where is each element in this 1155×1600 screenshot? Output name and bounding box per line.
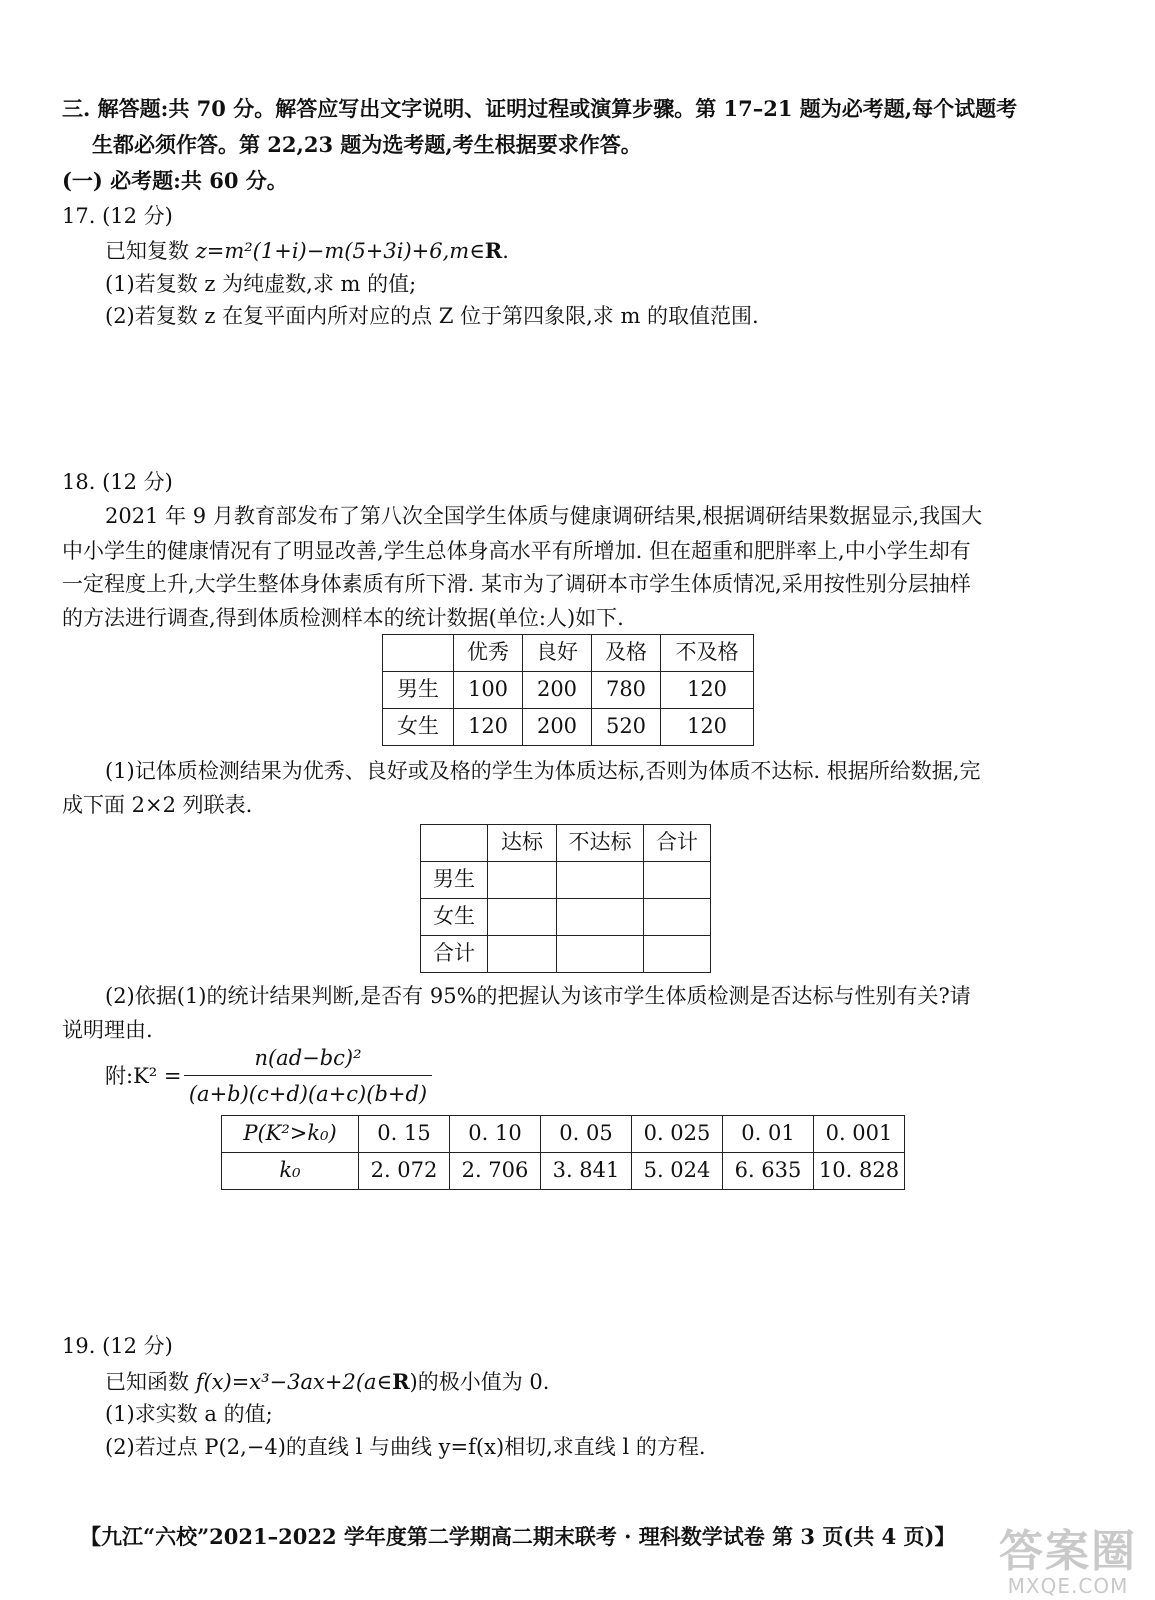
q17-part2: (2)若复数 z 在复平面内所对应的点 Z 位于第四象限,求 m 的取值范围. [105, 304, 759, 328]
table3-cell: 2. 706 [450, 1153, 541, 1190]
q18-number: 18. (12 分) [62, 470, 173, 494]
table2-header: 不达标 [557, 825, 644, 862]
q17-stem-real-set: R [484, 238, 503, 263]
table3-cell: 0. 001 [814, 1116, 905, 1153]
table-row [222, 1116, 905, 1153]
table2-cell [644, 899, 711, 936]
table1-header: 不及格 [661, 635, 754, 672]
formula-numerator: n(ad−bc)² [254, 1046, 362, 1070]
table1-cell: 120 [661, 709, 754, 746]
q18-para-line2: 中小学生的健康情况有了明显改善,学生总体身高水平有所增加. 但在超重和肥胖率上,中小学生却有 [62, 539, 971, 563]
critical-value-table [221, 1115, 905, 1190]
table2-cell [488, 936, 557, 973]
q17-stem-formula: z=m²(1+i)−m(5+3i)+6,m∈ [195, 239, 485, 263]
table2-cell [557, 936, 644, 973]
table1-cell: 120 [661, 672, 754, 709]
q19-part1: (1)求实数 a 的值; [105, 1402, 273, 1426]
q19-part2: (2)若过点 P(2,−4)的直线 l 与曲线 y=f(x)相切,求直线 l 的方程. [105, 1435, 706, 1459]
q17-stem-prefix: 已知复数 [105, 239, 196, 263]
table1-header: 良好 [523, 635, 592, 672]
watermark-text: 答案圈 [999, 1525, 1137, 1577]
table3-cell: 5. 024 [632, 1153, 723, 1190]
table2-row-label: 合计 [421, 936, 488, 973]
q18-part2-line2: 说明理由. [62, 1018, 153, 1042]
q18-para-line1: 2021 年 9 月教育部发布了第八次全国学生体质与健康调研结果,根据调研结果数据显示,我国大 [105, 504, 983, 528]
table1-cell: 200 [523, 709, 592, 746]
q17-stem-end: . [502, 239, 509, 263]
table-row [421, 862, 711, 899]
q17-stem [105, 234, 509, 269]
table3-cell: 6. 635 [723, 1153, 814, 1190]
table2-cell [488, 899, 557, 936]
q18-part2-line1: (2)依据(1)的统计结果判断,是否有 95%的把握认为该市学生体质检测是否达标与性别有关?请 [105, 984, 971, 1008]
q18-part1-line2: 成下面 2×2 列联表. [62, 793, 253, 817]
table1-cell: 200 [523, 672, 592, 709]
q17-number: 17. (12 分) [62, 204, 173, 228]
formula-denominator: (a+b)(c+d)(a+c)(b+d) [188, 1082, 428, 1106]
table1-cell: 520 [592, 709, 661, 746]
table3-cell: 3. 841 [541, 1153, 632, 1190]
table3-cell: 2. 072 [359, 1153, 450, 1190]
appendix-label: 附:K² = [105, 1064, 182, 1088]
section-header-line1: 三. 解答题:共 70 分。解答应写出文字说明、证明过程或演算步骤。第 17–21 题为必考题,每个试题考 [62, 96, 1018, 121]
table1-cell: 120 [454, 709, 523, 746]
table2-cell [644, 936, 711, 973]
q19-stem [105, 1365, 549, 1400]
contingency-table [420, 824, 711, 973]
page-footer: 【九江“六校”2021–2022 学年度第二学期高二期末联考 · 理科数学试卷 第 3 页(共 4 页)】 [80, 1524, 956, 1549]
q19-stem-formula: f(x)=x³−3ax+2(a∈ [195, 1370, 393, 1394]
table-row [421, 936, 711, 973]
table1-header-corner [383, 635, 454, 672]
table1-row-label: 女生 [383, 709, 454, 746]
table2-header: 合计 [644, 825, 711, 862]
table3-cell: 0. 05 [541, 1116, 632, 1153]
table2-header: 达标 [488, 825, 557, 862]
table2-cell [488, 862, 557, 899]
table3-cell: 0. 01 [723, 1116, 814, 1153]
table1-header: 优秀 [454, 635, 523, 672]
table2-row-label: 男生 [421, 862, 488, 899]
table-row [383, 672, 754, 709]
q18-part1-line1: (1)记体质检测结果为优秀、良好或及格的学生为体质达标,否则为体质不达标. 根据所给数据,完 [105, 759, 981, 783]
table1-header: 及格 [592, 635, 661, 672]
watermark-url: MXQE.COM [1007, 1574, 1129, 1598]
q17-part1: (1)若复数 z 为纯虚数,求 m 的值; [105, 272, 417, 296]
fitness-sample-table [382, 634, 754, 746]
table3-cell: 0. 10 [450, 1116, 541, 1153]
table3-cell: 10. 828 [814, 1153, 905, 1190]
q19-stem-end: )的极小值为 0. [409, 1370, 550, 1394]
table3-row-label: P(K²>k₀) [222, 1116, 359, 1153]
table2-cell [644, 862, 711, 899]
table-row [383, 709, 754, 746]
table2-cell [557, 862, 644, 899]
fraction-bar [184, 1075, 432, 1076]
table3-cell: 0. 025 [632, 1116, 723, 1153]
table1-cell: 780 [592, 672, 661, 709]
section-header-line2: 生都必须作答。第 22,23 题为选考题,考生根据要求作答。 [92, 132, 642, 157]
table3-row-label: k₀ [222, 1153, 359, 1190]
table-row [421, 899, 711, 936]
table1-cell: 100 [454, 672, 523, 709]
table-row [222, 1153, 905, 1190]
q18-para-line4: 的方法进行调查,得到体质检测样本的统计数据(单位:人)如下. [62, 606, 624, 630]
q18-para-line3: 一定程度上升,大学生整体身体素质有所下滑. 某市为了调研本市学生体质情况,采用按性别分层抽样 [62, 572, 971, 596]
q19-stem-prefix: 已知函数 [105, 1370, 196, 1394]
subsection-title: (一) 必考题:共 60 分。 [62, 168, 288, 193]
q19-number: 19. (12 分) [62, 1334, 173, 1358]
table2-row-label: 女生 [421, 899, 488, 936]
table1-row-label: 男生 [383, 672, 454, 709]
table3-cell: 0. 15 [359, 1116, 450, 1153]
watermark-logo [999, 1525, 1137, 1598]
table2-cell [557, 899, 644, 936]
q19-stem-real-set: R [392, 1369, 410, 1394]
table2-header-corner [421, 825, 488, 862]
